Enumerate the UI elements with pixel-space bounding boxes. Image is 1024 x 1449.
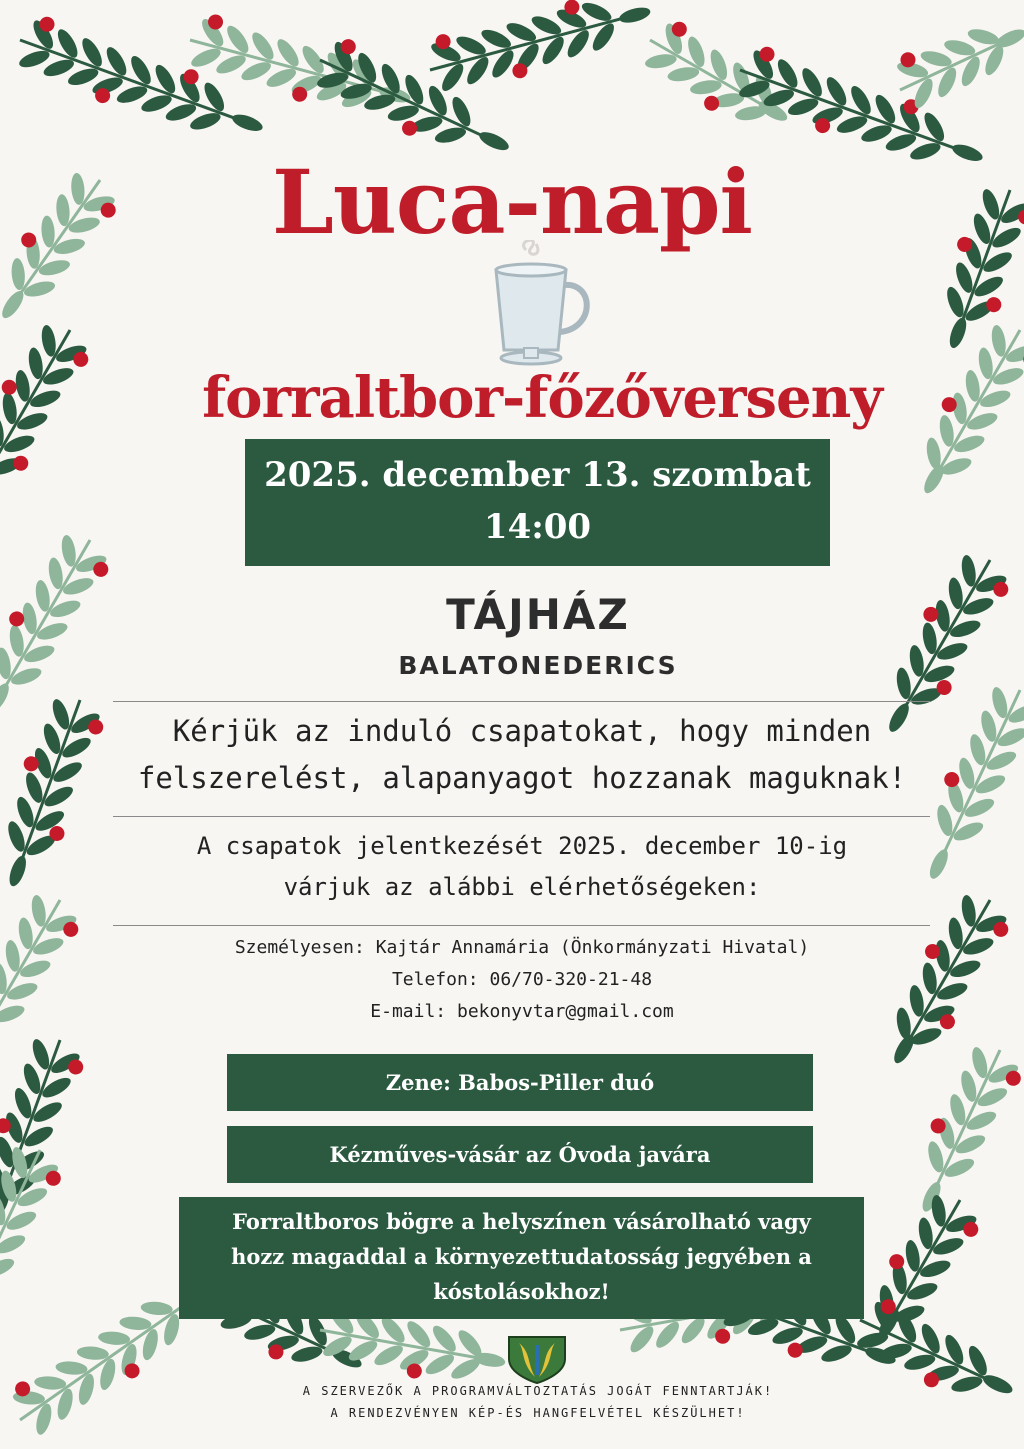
holly-branch xyxy=(634,13,802,147)
music-banner: Zene: Babos-Piller duó xyxy=(227,1054,813,1111)
mug-note-line-1: Forraltboros bögre a helyszínen vásárolható vagy xyxy=(232,1209,811,1234)
holly-branch xyxy=(896,1037,1024,1225)
glass-mug-icon xyxy=(486,240,606,370)
footer-disclaimer-1: A SZERVEZŐK A PROGRAMVÁLTOZTATÁS JOGÁT FENNTARTJÁK! xyxy=(302,1384,774,1398)
holly-branch xyxy=(0,884,87,1070)
mug-note-line-3: kóstolásokhoz! xyxy=(433,1279,610,1304)
event-title-luca-napi: Luca-napi xyxy=(272,150,752,254)
equipment-request xyxy=(100,708,944,802)
registration-line-2: várjuk az alábbi elérhetőségeken: xyxy=(283,873,761,901)
event-title-forraltbor: forraltbor-főzőverseny xyxy=(202,365,882,431)
holly-branch xyxy=(422,0,659,100)
craft-fair-banner: Kézműves-vásár az Óvoda javára xyxy=(227,1126,813,1183)
venue-town: BALATONEDERICS xyxy=(398,651,678,680)
divider xyxy=(113,701,930,702)
request-line-1: Kérjük az induló csapatokat, hogy minden xyxy=(172,714,872,748)
divider xyxy=(113,925,930,926)
contact-phone: Telefon: 06/70-320-21-48 xyxy=(391,969,653,990)
contact-person: Személyesen: Kajtár Annamária (Önkormányzati Hivatal) xyxy=(234,937,810,958)
mug-note-banner xyxy=(179,1197,864,1319)
divider xyxy=(113,816,930,817)
event-date: 2025. december 13. szombat xyxy=(264,455,811,495)
village-coat-of-arms-icon xyxy=(505,1333,569,1385)
registration-info xyxy=(100,826,944,908)
mug-note-line-2: hozz magaddal a környezettudatosság jegyében a xyxy=(231,1244,812,1269)
contact-details xyxy=(100,932,944,1028)
event-time: 14:00 xyxy=(483,507,592,547)
holly-branch xyxy=(887,3,1024,115)
footer-disclaimer-2: A RENDEZVÉNYEN KÉP-ÉS HANGFELVÉTEL KÉSZÜLHET! xyxy=(330,1406,746,1420)
request-line-2: felszerelést, alapanyagot hozzanak maguknak! xyxy=(137,761,907,795)
date-time-banner xyxy=(245,439,830,566)
venue-name: TÁJHÁZ xyxy=(446,590,630,639)
holly-branch xyxy=(0,689,110,897)
registration-line-1: A csapatok jelentkezését 2025. december 10-ig xyxy=(196,832,848,860)
contact-email: E-mail: bekonyvtar@gmail.com xyxy=(370,1001,674,1022)
